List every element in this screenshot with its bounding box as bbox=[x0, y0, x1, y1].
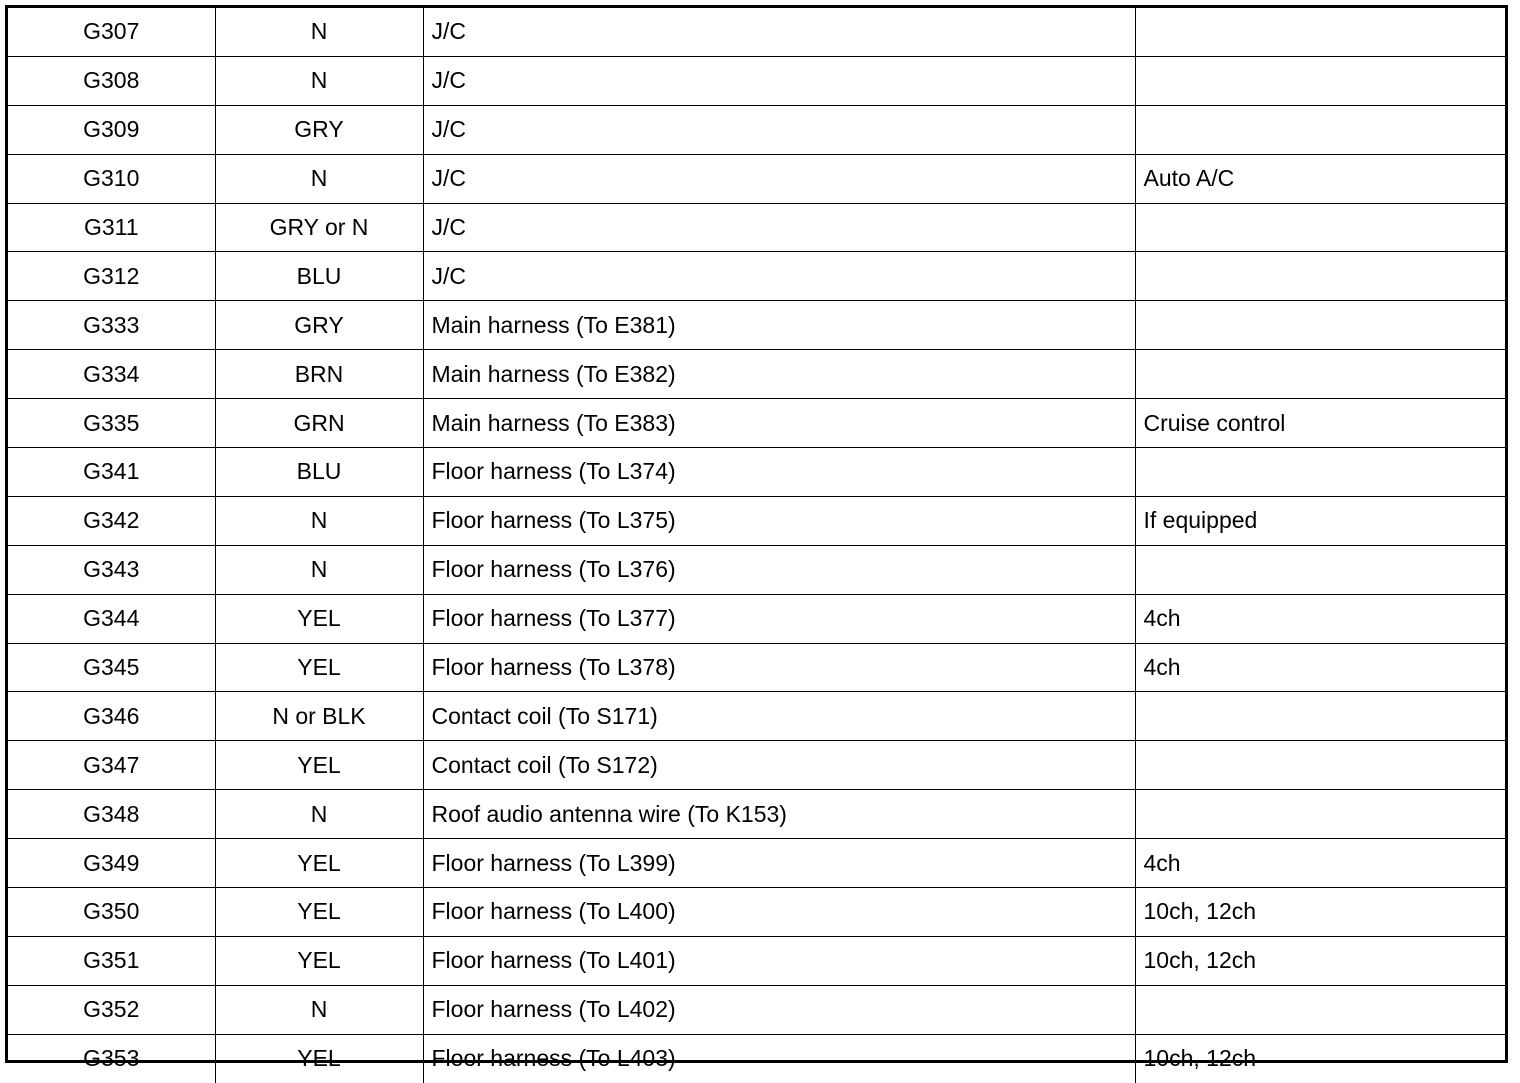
connected-to-cell: J/C bbox=[423, 203, 1135, 252]
table-row bbox=[8, 399, 1505, 448]
connector-number-cell: G335 bbox=[8, 399, 215, 448]
connected-to-cell: Floor harness (To L377) bbox=[423, 594, 1135, 643]
table-row bbox=[8, 1034, 1505, 1082]
connector-number-cell: G343 bbox=[8, 545, 215, 594]
wire-color-cell: N bbox=[215, 790, 423, 839]
remarks-cell bbox=[1135, 692, 1505, 741]
connector-number-cell: G333 bbox=[8, 301, 215, 350]
connector-number-cell: G307 bbox=[8, 8, 215, 56]
wire-color-cell: BLU bbox=[215, 252, 423, 301]
connected-to-cell: Floor harness (To L378) bbox=[423, 643, 1135, 692]
connector-number-cell: G341 bbox=[8, 448, 215, 497]
table-row bbox=[8, 56, 1505, 105]
wire-color-cell: N bbox=[215, 496, 423, 545]
wire-color-cell: GRY bbox=[215, 301, 423, 350]
wire-color-cell: BLU bbox=[215, 448, 423, 497]
remarks-cell bbox=[1135, 790, 1505, 839]
connector-number-cell: G312 bbox=[8, 252, 215, 301]
remarks-cell bbox=[1135, 545, 1505, 594]
connector-number-cell: G348 bbox=[8, 790, 215, 839]
connected-to-cell: Roof audio antenna wire (To K153) bbox=[423, 790, 1135, 839]
remarks-cell bbox=[1135, 448, 1505, 497]
wire-color-cell: YEL bbox=[215, 839, 423, 888]
connected-to-cell: Main harness (To E382) bbox=[423, 350, 1135, 399]
wire-color-cell: N bbox=[215, 985, 423, 1034]
connected-to-cell: Floor harness (To L401) bbox=[423, 936, 1135, 985]
table-row bbox=[8, 496, 1505, 545]
connected-to-cell: Contact coil (To S171) bbox=[423, 692, 1135, 741]
wire-color-cell: GRY or N bbox=[215, 203, 423, 252]
remarks-cell: 10ch, 12ch bbox=[1135, 888, 1505, 937]
wire-color-cell: GRY bbox=[215, 105, 423, 154]
connector-number-cell: G350 bbox=[8, 888, 215, 937]
connector-number-cell: G346 bbox=[8, 692, 215, 741]
connector-table bbox=[8, 8, 1505, 1083]
table-row bbox=[8, 154, 1505, 203]
connector-table-body bbox=[8, 8, 1505, 1083]
connector-number-cell: G349 bbox=[8, 839, 215, 888]
connector-number-cell: G352 bbox=[8, 985, 215, 1034]
table-row bbox=[8, 252, 1505, 301]
wire-color-cell: GRN bbox=[215, 399, 423, 448]
wire-color-cell: YEL bbox=[215, 643, 423, 692]
connected-to-cell: J/C bbox=[423, 252, 1135, 301]
connected-to-cell: J/C bbox=[423, 154, 1135, 203]
table-row bbox=[8, 203, 1505, 252]
connector-list-sheet bbox=[5, 5, 1508, 1072]
wire-color-cell: YEL bbox=[215, 1034, 423, 1082]
table-row bbox=[8, 936, 1505, 985]
connected-to-cell: J/C bbox=[423, 56, 1135, 105]
table-row bbox=[8, 8, 1505, 56]
table-row bbox=[8, 888, 1505, 937]
connected-to-cell: Main harness (To E381) bbox=[423, 301, 1135, 350]
connector-number-cell: G310 bbox=[8, 154, 215, 203]
connected-to-cell: Main harness (To E383) bbox=[423, 399, 1135, 448]
table-row bbox=[8, 839, 1505, 888]
wire-color-cell: N bbox=[215, 545, 423, 594]
table-row bbox=[8, 741, 1505, 790]
remarks-cell bbox=[1135, 8, 1505, 56]
wire-color-cell: N or BLK bbox=[215, 692, 423, 741]
table-row bbox=[8, 545, 1505, 594]
connected-to-cell: Floor harness (To L375) bbox=[423, 496, 1135, 545]
remarks-cell: 4ch bbox=[1135, 839, 1505, 888]
connected-to-cell: Contact coil (To S172) bbox=[423, 741, 1135, 790]
connected-to-cell: J/C bbox=[423, 105, 1135, 154]
remarks-cell bbox=[1135, 350, 1505, 399]
remarks-cell bbox=[1135, 985, 1505, 1034]
connector-number-cell: G308 bbox=[8, 56, 215, 105]
connector-number-cell: G344 bbox=[8, 594, 215, 643]
remarks-cell: 4ch bbox=[1135, 594, 1505, 643]
connected-to-cell: Floor harness (To L400) bbox=[423, 888, 1135, 937]
table-row bbox=[8, 105, 1505, 154]
wire-color-cell: YEL bbox=[215, 888, 423, 937]
table-row bbox=[8, 985, 1505, 1034]
remarks-cell bbox=[1135, 301, 1505, 350]
wire-color-cell: N bbox=[215, 154, 423, 203]
table-row bbox=[8, 594, 1505, 643]
connector-number-cell: G353 bbox=[8, 1034, 215, 1082]
remarks-cell: If equipped bbox=[1135, 496, 1505, 545]
remarks-cell: 4ch bbox=[1135, 643, 1505, 692]
connected-to-cell: Floor harness (To L376) bbox=[423, 545, 1135, 594]
connector-number-cell: G342 bbox=[8, 496, 215, 545]
remarks-cell bbox=[1135, 56, 1505, 105]
connector-number-cell: G345 bbox=[8, 643, 215, 692]
remarks-cell bbox=[1135, 741, 1505, 790]
wire-color-cell: YEL bbox=[215, 936, 423, 985]
table-row bbox=[8, 692, 1505, 741]
connected-to-cell: Floor harness (To L374) bbox=[423, 448, 1135, 497]
remarks-cell: 10ch, 12ch bbox=[1135, 1034, 1505, 1082]
table-row bbox=[8, 790, 1505, 839]
remarks-cell: Auto A/C bbox=[1135, 154, 1505, 203]
remarks-cell: Cruise control bbox=[1135, 399, 1505, 448]
table-row bbox=[8, 448, 1505, 497]
wire-color-cell: YEL bbox=[215, 741, 423, 790]
connector-number-cell: G334 bbox=[8, 350, 215, 399]
table-row bbox=[8, 301, 1505, 350]
connector-number-cell: G347 bbox=[8, 741, 215, 790]
remarks-cell bbox=[1135, 252, 1505, 301]
connected-to-cell: Floor harness (To L403) bbox=[423, 1034, 1135, 1082]
connected-to-cell: Floor harness (To L402) bbox=[423, 985, 1135, 1034]
connected-to-cell: J/C bbox=[423, 8, 1135, 56]
wire-color-cell: N bbox=[215, 56, 423, 105]
connector-number-cell: G351 bbox=[8, 936, 215, 985]
wire-color-cell: YEL bbox=[215, 594, 423, 643]
table-row bbox=[8, 350, 1505, 399]
connector-number-cell: G309 bbox=[8, 105, 215, 154]
remarks-cell bbox=[1135, 105, 1505, 154]
wire-color-cell: N bbox=[215, 8, 423, 56]
remarks-cell: 10ch, 12ch bbox=[1135, 936, 1505, 985]
remarks-cell bbox=[1135, 203, 1505, 252]
table-row bbox=[8, 643, 1505, 692]
connector-number-cell: G311 bbox=[8, 203, 215, 252]
connected-to-cell: Floor harness (To L399) bbox=[423, 839, 1135, 888]
wire-color-cell: BRN bbox=[215, 350, 423, 399]
